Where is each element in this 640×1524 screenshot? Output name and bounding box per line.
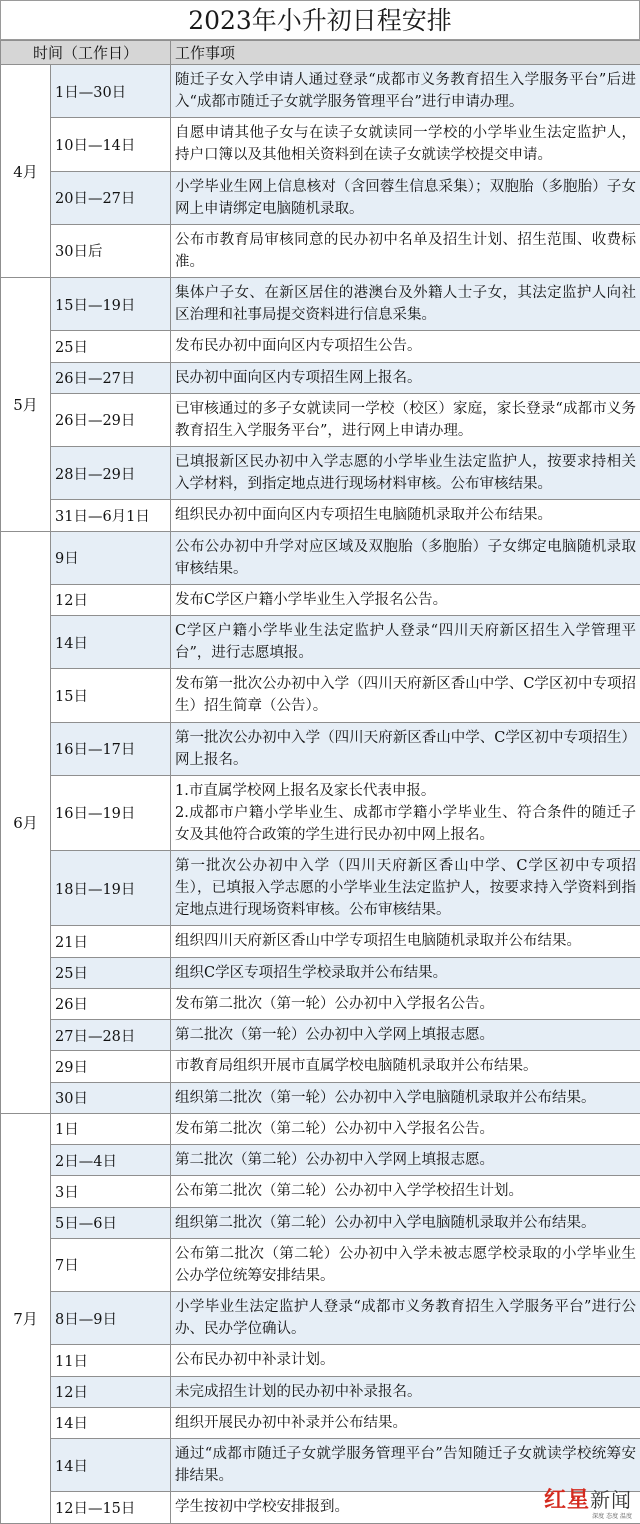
task-cell: 发布C学区户籍小学毕业生入学报名公告。 <box>171 584 640 615</box>
date-cell: 28日—29日 <box>51 447 171 500</box>
date-cell: 14日 <box>51 1439 171 1492</box>
table-row <box>1 1207 640 1238</box>
task-cell: 小学毕业生法定监护人登录“成都市义务教育招生入学服务平台”进行公办、民办学位确认。 <box>171 1292 640 1345</box>
table-row <box>1 851 640 926</box>
table-row <box>1 616 640 669</box>
table-row <box>1 65 640 118</box>
month-cell: 4月 <box>1 65 51 278</box>
table-row <box>1 1113 640 1144</box>
date-cell: 9日 <box>51 531 171 584</box>
table-row <box>1 1176 640 1207</box>
date-cell: 15日 <box>51 669 171 722</box>
date-cell: 1日—30日 <box>51 65 171 118</box>
task-cell: 已审核通过的多子女就读同一学校（校区）家庭，家长登录“成都市义务教育招生入学服务平台”，进行网上申请办理。 <box>171 393 640 446</box>
task-cell: 发布第一批次公办初中入学（四川天府新区香山中学、C学区初中专项招生）招生简章（公告）。 <box>171 669 640 722</box>
header-task: 工作事项 <box>171 41 640 65</box>
table-row <box>1 1051 640 1082</box>
table-row <box>1 118 640 171</box>
task-cell: 组织第二批次（第一轮）公办初中入学电脑随机录取并公布结果。 <box>171 1082 640 1113</box>
table-row <box>1 362 640 393</box>
date-cell: 29日 <box>51 1051 171 1082</box>
date-cell: 1日 <box>51 1113 171 1144</box>
task-cell: 民办初中面向区内专项招生网上报名。 <box>171 362 640 393</box>
table-row <box>1 1407 640 1438</box>
task-cell: 第一批次公办初中入学（四川天府新区香山中学、C学区初中专项招生）网上报名。 <box>171 722 640 775</box>
date-cell: 16日—19日 <box>51 775 171 850</box>
date-cell: 11日 <box>51 1345 171 1376</box>
task-cell: 第二批次（第二轮）公办初中入学网上填报志愿。 <box>171 1145 640 1176</box>
table-row <box>1 1020 640 1051</box>
task-cell: 公布第二批次（第二轮）公办初中入学学校招生计划。 <box>171 1176 640 1207</box>
table-row <box>1 957 640 988</box>
task-cell: 未完成招生计划的民办初中补录报名。 <box>171 1376 640 1407</box>
task-cell: 通过“成都市随迁子女就学服务管理平台”告知随迁子女就读学校统筹安排结果。 <box>171 1439 640 1492</box>
date-cell: 2日—4日 <box>51 1145 171 1176</box>
date-cell: 14日 <box>51 616 171 669</box>
task-cell: 组织第二批次（第二轮）公办初中入学电脑随机录取并公布结果。 <box>171 1207 640 1238</box>
table-row <box>1 988 640 1019</box>
table-row <box>1 531 640 584</box>
table-row <box>1 1145 640 1176</box>
task-cell: 小学毕业生网上信息核对（含回蓉生信息采集）；双胞胎（多胞胎）子女网上申请绑定电脑随机录取。 <box>171 171 640 224</box>
task-cell: C学区户籍小学毕业生法定监护人登录“四川天府新区招生入学管理平台”，进行志愿填报。 <box>171 616 640 669</box>
table-row <box>1 1238 640 1291</box>
task-cell: 公布市教育局审核同意的民办初中名单及招生计划、招生范围、收费标准。 <box>171 224 640 277</box>
date-cell: 25日 <box>51 331 171 362</box>
task-cell: 组织四川天府新区香山中学专项招生电脑随机录取并公布结果。 <box>171 926 640 957</box>
date-cell: 5日—6日 <box>51 1207 171 1238</box>
task-cell: 公布第二批次（第二轮）公办初中入学未被志愿学校录取的小学毕业生公办学位统筹安排结果。 <box>171 1238 640 1291</box>
task-cell: 随迁子女入学申请人通过登录“成都市义务教育招生入学服务平台”后进入“成都市随迁子女就学服务管理平台”进行申请办理。 <box>171 65 640 118</box>
header-time: 时间（工作日） <box>1 41 171 65</box>
table-row <box>1 447 640 500</box>
date-cell: 25日 <box>51 957 171 988</box>
month-cell: 7月 <box>1 1113 51 1523</box>
date-cell: 31日—6月1日 <box>51 500 171 531</box>
table-row <box>1 1376 640 1407</box>
date-cell: 15日—19日 <box>51 278 171 331</box>
date-cell: 7日 <box>51 1238 171 1291</box>
logo-slogan: 深度 态度 温度 <box>592 1513 632 1520</box>
date-cell: 18日—19日 <box>51 851 171 926</box>
date-cell: 26日 <box>51 988 171 1019</box>
table-row <box>1 331 640 362</box>
month-cell: 5月 <box>1 278 51 532</box>
page-title: 2023年小升初日程安排 <box>0 0 640 40</box>
task-cell: 发布第二批次（第一轮）公办初中入学报名公告。 <box>171 988 640 1019</box>
table-header-row <box>1 41 640 65</box>
task-cell: 组织民办初中面向区内专项招生电脑随机录取并公布结果。 <box>171 500 640 531</box>
date-cell: 26日—29日 <box>51 393 171 446</box>
task-cell: 发布第二批次（第二轮）公办初中入学报名公告。 <box>171 1113 640 1144</box>
date-cell: 10日—14日 <box>51 118 171 171</box>
date-cell: 12日—15日 <box>51 1492 171 1523</box>
task-cell: 公布公办初中升学对应区域及双胞胎（多胞胎）子女绑定电脑随机录取审核结果。 <box>171 531 640 584</box>
task-cell: 第二批次（第一轮）公办初中入学网上填报志愿。 <box>171 1020 640 1051</box>
table-row <box>1 775 640 850</box>
table-row <box>1 669 640 722</box>
date-cell: 27日—28日 <box>51 1020 171 1051</box>
task-cell: 学生按初中学校安排报到。 <box>171 1492 640 1523</box>
date-cell: 12日 <box>51 584 171 615</box>
table-row <box>1 1345 640 1376</box>
date-cell: 14日 <box>51 1407 171 1438</box>
table-row <box>1 500 640 531</box>
date-cell: 3日 <box>51 1176 171 1207</box>
table-row <box>1 393 640 446</box>
task-cell: 1.市直属学校网上报名及家长代表申报。 2.成都市户籍小学毕业生、成都市学籍小学毕业生、符合条件的随迁子女及其他符合政策的学生进行民办初中网上报名。 <box>171 775 640 850</box>
date-cell: 20日—27日 <box>51 171 171 224</box>
date-cell: 30日后 <box>51 224 171 277</box>
task-cell: 发布民办初中面向区内专项招生公告。 <box>171 331 640 362</box>
logo-text-dark: 新闻 <box>590 1488 632 1512</box>
date-cell: 8日—9日 <box>51 1292 171 1345</box>
task-cell: 公布民办初中补录计划。 <box>171 1345 640 1376</box>
logo-text-red: 红星 <box>543 1488 590 1513</box>
task-cell: 集体户子女、在新区居住的港澳台及外籍人士子女，其法定监护人向社区治理和社事局提交资料进行信息采集。 <box>171 278 640 331</box>
schedule-table <box>0 40 640 1524</box>
date-cell: 12日 <box>51 1376 171 1407</box>
task-cell: 第一批次公办初中入学（四川天府新区香山中学、C学区初中专项招生），已填报入学志愿的小学毕业生法定监护人，按要求持入学资料到指定地点进行现场资料审核。公布审核结果。 <box>171 851 640 926</box>
table-row <box>1 1082 640 1113</box>
table-row <box>1 584 640 615</box>
task-cell: 已填报新区民办初中入学志愿的小学毕业生法定监护人，按要求持相关入学材料，到指定地点进行现场材料审核。公布审核结果。 <box>171 447 640 500</box>
table-row <box>1 224 640 277</box>
table-row <box>1 722 640 775</box>
task-cell: 市教育局组织开展市直属学校电脑随机录取并公布结果。 <box>171 1051 640 1082</box>
date-cell: 30日 <box>51 1082 171 1113</box>
hongxing-news-logo <box>544 1483 632 1520</box>
date-cell: 26日—27日 <box>51 362 171 393</box>
table-row <box>1 171 640 224</box>
table-row <box>1 1292 640 1345</box>
task-cell: 组织C学区专项招生学校录取并公布结果。 <box>171 957 640 988</box>
table-row <box>1 278 640 331</box>
task-cell: 自愿申请其他子女与在读子女就读同一学校的小学毕业生法定监护人，持户口簿以及其他相关资料到在读子女就读学校提交申请。 <box>171 118 640 171</box>
date-cell: 21日 <box>51 926 171 957</box>
date-cell: 16日—17日 <box>51 722 171 775</box>
table-row <box>1 926 640 957</box>
month-cell: 6月 <box>1 531 51 1113</box>
task-cell: 组织开展民办初中补录并公布结果。 <box>171 1407 640 1438</box>
